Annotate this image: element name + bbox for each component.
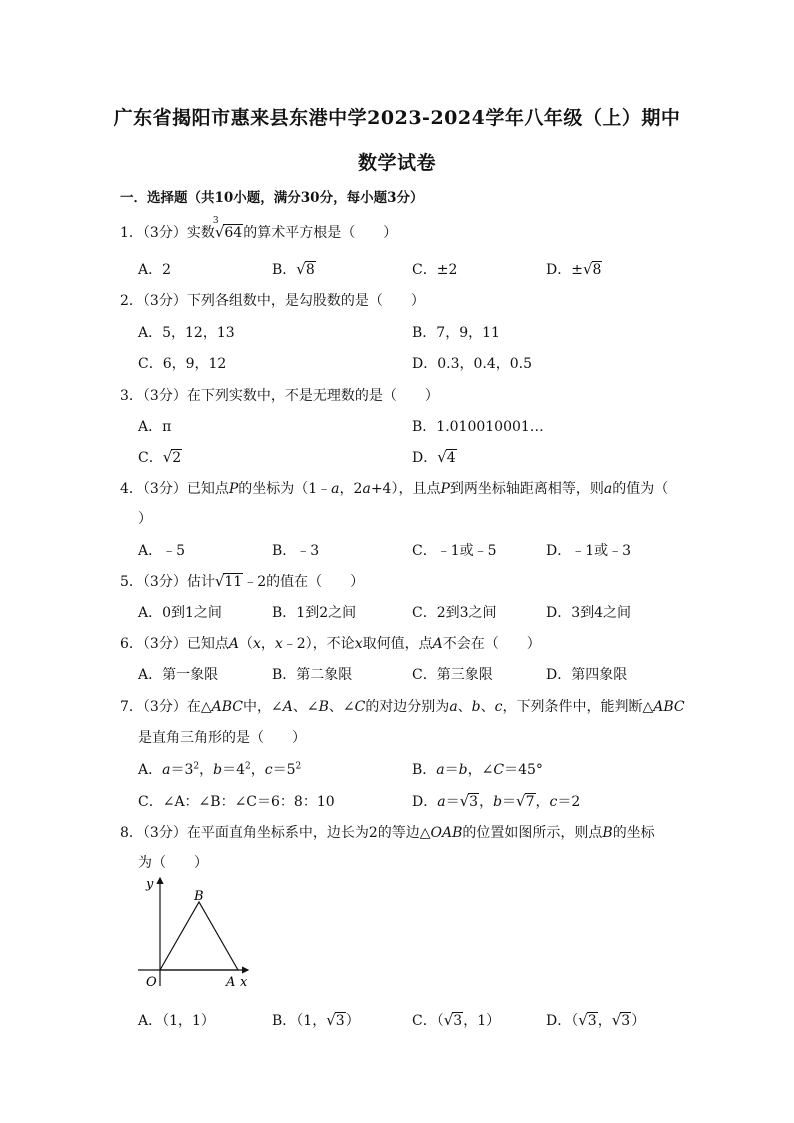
exam-subtitle: 数学试卷 — [357, 152, 436, 174]
q6-option-d[interactable]: D．第四象限 — [546, 667, 628, 683]
cube-root: 3 √64 — [212, 216, 243, 241]
question-3: 3．（3分）在下列实数中，不是无理数的是（ ） — [120, 388, 439, 404]
question-7: 7．（3分）在△ABC中，∠A、∠B、∠C的对边分别为a、b、c，下列条件中，能判断△ABC — [120, 699, 685, 715]
q2-option-c[interactable]: C．6，9，12 — [138, 356, 227, 372]
q5-option-d[interactable]: D．3到4之间 — [546, 605, 632, 621]
question-5: 5．（3分）估计√11﹣2的值在（ ） — [120, 572, 365, 590]
q4-option-a[interactable]: A．﹣5 — [138, 543, 186, 559]
q6-option-a[interactable]: A．第一象限 — [138, 667, 219, 683]
exam-title: 广东省揭阳市惠来县东港中学2023-2024学年八年级（上）期中 — [113, 107, 681, 129]
q1-option-b[interactable]: B．√8 — [272, 260, 315, 278]
q7-option-b[interactable]: B．a＝b，∠C＝45° — [412, 762, 543, 778]
q7-option-d[interactable]: D．a＝√3，b＝√7，c＝2 — [412, 792, 581, 810]
q7-option-a[interactable]: A．$a=3^2$，$b=4^2$，$c=5^2$ — [138, 761, 302, 778]
q8-option-c[interactable]: C．（√3，1） — [412, 1011, 501, 1029]
q7-option-c[interactable]: C．∠A：∠B：∠C＝6：8：10 — [138, 794, 335, 810]
origin-label: O — [146, 975, 157, 990]
question-8: 8．（3分）在平面直角坐标系中，边长为2的等边△OAB的位置如图所示，则点B的坐标 — [120, 825, 655, 841]
q1-option-d[interactable]: D．±√8 — [546, 260, 602, 278]
q6-option-b[interactable]: B．第二象限 — [272, 667, 353, 683]
q4-option-b[interactable]: B．﹣3 — [272, 543, 320, 559]
y-axis-label: y — [146, 877, 154, 892]
q8-option-d[interactable]: D．（√3，√3） — [546, 1011, 646, 1029]
q5-option-c[interactable]: C．2到3之间 — [412, 605, 497, 621]
q4-option-c[interactable]: C．﹣1或﹣5 — [412, 543, 497, 559]
question-2: 2．（3分）下列各组数中，是勾股数的是（ ） — [120, 293, 425, 309]
question-1: 1．（3分）实数 3 √64的算术平方根是（ ） — [120, 216, 398, 241]
q1-option-a[interactable]: A．2 — [138, 262, 172, 278]
x-axis-label: x — [240, 975, 248, 990]
q2-option-d[interactable]: D．0.3，0.4，0.5 — [412, 356, 533, 372]
q3-option-d[interactable]: D．√4 — [412, 448, 456, 466]
question-8-continued: 为（ ） — [138, 855, 208, 871]
point-a-label: A — [226, 975, 236, 990]
question-4: 4．（3分）已知点P的坐标为（1﹣a，2a+4），且点P到两坐标轴距离相等，则a的值为（ — [120, 481, 669, 497]
q3-option-c[interactable]: C．√2 — [138, 448, 182, 466]
q4-option-d[interactable]: D．﹣1或﹣3 — [546, 543, 632, 559]
point-b-label: B — [194, 889, 204, 904]
q3-option-b[interactable]: B．1.010010001… — [412, 419, 544, 435]
q2-option-a[interactable]: A．5，12，13 — [138, 325, 235, 341]
q1-option-c[interactable]: C．±2 — [412, 262, 458, 278]
question-7-continued: 是直角三角形的是（ ） — [138, 730, 306, 746]
question-6: 6．（3分）已知点A（x，x﹣2），不论x取何值，点A不会在（ ） — [120, 636, 541, 652]
q8-option-b[interactable]: B．（1，√3） — [272, 1011, 360, 1029]
q5-option-b[interactable]: B．1到2之间 — [272, 605, 357, 621]
coordinate-figure — [134, 872, 254, 992]
q6-option-c[interactable]: C．第三象限 — [412, 667, 493, 683]
section-heading: 一．选择题（共10小题，满分30分，每小题3分） — [120, 190, 424, 206]
q8-option-a[interactable]: A．（1，1） — [138, 1013, 215, 1029]
equilateral-triangle-oab — [160, 902, 238, 970]
q3-option-a[interactable]: A．π — [138, 419, 172, 435]
q5-option-a[interactable]: A．0到1之间 — [138, 605, 222, 621]
q2-option-b[interactable]: B．7，9，11 — [412, 325, 500, 341]
question-4-continued: ） — [138, 511, 152, 527]
